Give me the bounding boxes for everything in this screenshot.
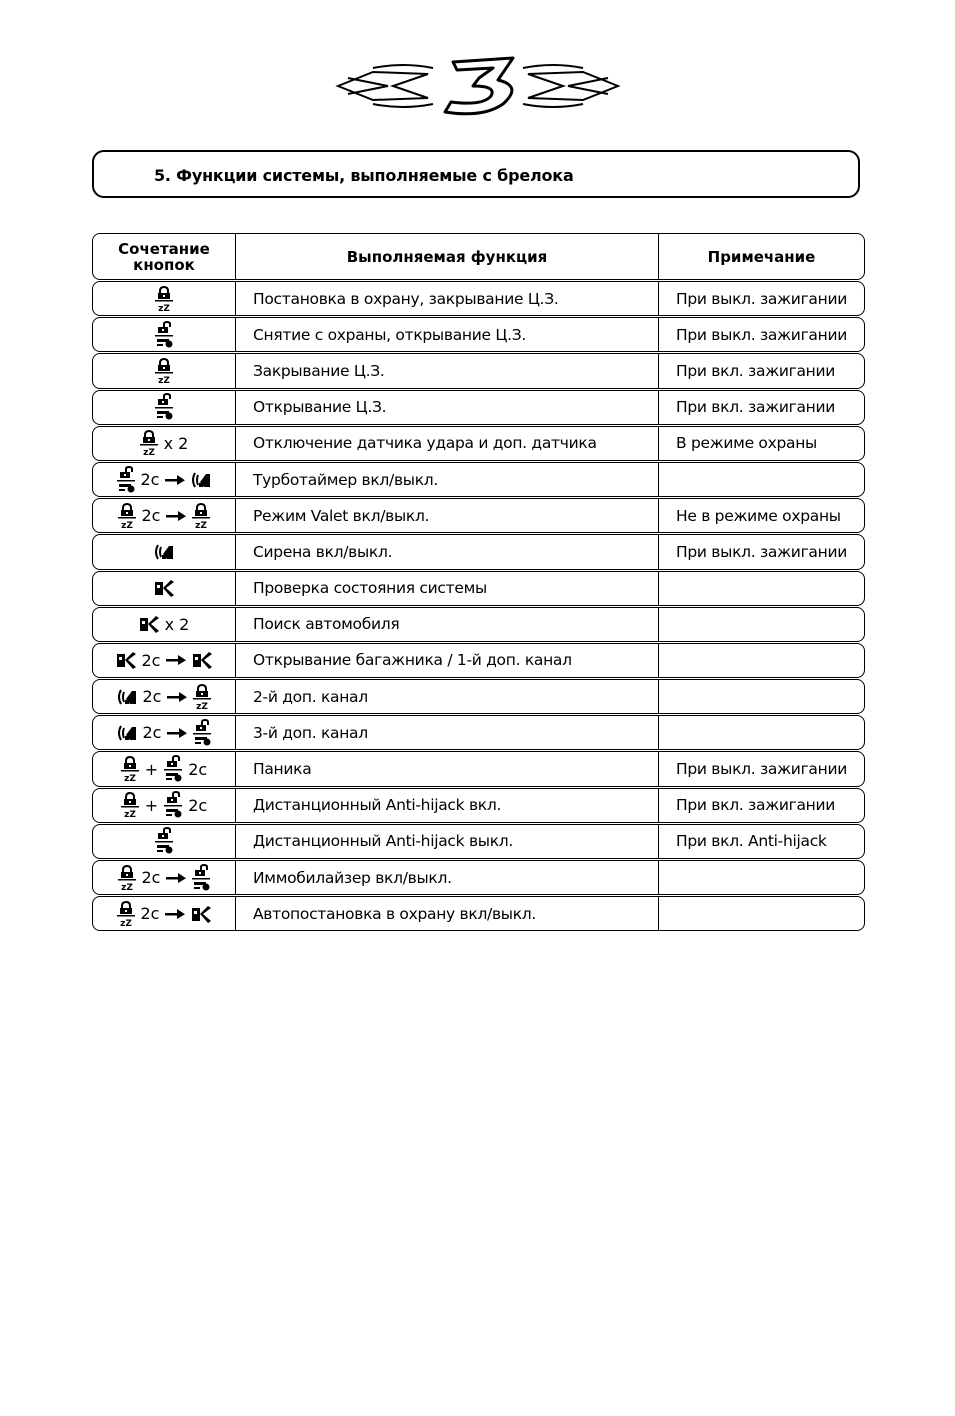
note-cell xyxy=(659,680,864,713)
table-row xyxy=(92,390,865,425)
table-row xyxy=(92,281,865,316)
combo-cell xyxy=(93,572,236,605)
button-combination xyxy=(139,430,190,456)
note-cell: При вкл. зажигании xyxy=(676,361,836,380)
function-cell: Режим Valet вкл/выкл. xyxy=(236,499,659,532)
trunk-icon xyxy=(190,904,212,924)
note-cell: При выкл. зажигании xyxy=(676,289,847,308)
button-combination xyxy=(116,684,213,710)
button-combination xyxy=(116,466,213,494)
combo-text: 2с xyxy=(188,759,208,779)
combo-cell xyxy=(93,752,236,785)
arrow-right-icon xyxy=(166,691,188,703)
button-combination xyxy=(154,827,174,855)
lock-icon xyxy=(117,865,137,891)
svg-text:zZ: zZ xyxy=(119,918,132,927)
button-combination xyxy=(138,614,191,634)
table-row xyxy=(92,896,865,931)
note-cell: При вкл. зажигании xyxy=(676,796,836,815)
function-cell: Открывание Ц.З. xyxy=(236,391,659,424)
combo-cell xyxy=(93,354,236,387)
siren-icon xyxy=(190,470,212,490)
section-header-box xyxy=(92,150,860,198)
function-cell: Сирена вкл/выкл. xyxy=(236,535,659,568)
table-row xyxy=(92,607,865,642)
combo-cell xyxy=(93,825,236,858)
button-combination xyxy=(117,503,212,529)
combo-cell xyxy=(93,680,236,713)
combo-text: 2с xyxy=(141,650,161,670)
table-row xyxy=(92,715,865,750)
combo-text: x 2 xyxy=(164,614,190,634)
svg-text:zZ: zZ xyxy=(158,303,170,312)
note-cell xyxy=(659,644,864,677)
svg-text:zZ: zZ xyxy=(158,375,170,384)
function-cell: Снятие с охраны, открывание Ц.З. xyxy=(236,318,659,351)
note-cell xyxy=(659,716,864,749)
table-row xyxy=(92,571,865,606)
function-cell: Иммобилайзер вкл/выкл. xyxy=(236,861,659,894)
unlock-icon xyxy=(192,719,212,747)
button-combination xyxy=(117,864,212,892)
button-combination xyxy=(154,286,174,312)
note-cell xyxy=(659,572,864,605)
function-cell: Паника xyxy=(236,752,659,785)
svg-text:zZ: zZ xyxy=(123,810,136,819)
combo-text: 2с xyxy=(142,687,162,707)
function-cell: Дистанционный Anti-hijack вкл. xyxy=(236,789,659,822)
lock-icon xyxy=(139,430,159,456)
function-cell: 3-й доп. канал xyxy=(236,716,659,749)
table-row xyxy=(92,679,865,714)
combo-text: 2с xyxy=(141,868,161,888)
note-cell: При вкл. Anti-hijack xyxy=(676,832,827,851)
table-row xyxy=(92,498,865,533)
function-cell: Дистанционный Anti-hijack выкл. xyxy=(236,825,659,858)
combo-cell xyxy=(93,318,236,351)
combo-cell xyxy=(93,644,236,677)
trunk-icon xyxy=(153,578,175,598)
table-row xyxy=(92,317,865,352)
table-row xyxy=(92,788,865,823)
button-combination xyxy=(154,321,174,349)
button-combination xyxy=(116,901,213,927)
table-row xyxy=(92,534,865,569)
function-cell: Открывание багажника / 1-й доп. канал xyxy=(236,644,659,677)
table-row xyxy=(92,462,865,497)
note-cell: Не в режиме охраны xyxy=(676,506,841,525)
note-cell xyxy=(659,463,864,496)
unlock-icon xyxy=(154,827,174,855)
unlock-icon xyxy=(154,393,174,421)
header-note: Примечание xyxy=(707,247,816,266)
unlock-icon xyxy=(191,864,211,892)
siren-icon xyxy=(153,542,175,562)
arrow-right-icon xyxy=(164,908,186,920)
header-function: Выполняемая функция xyxy=(236,234,659,279)
svg-text:zZ: zZ xyxy=(196,701,209,710)
combo-cell xyxy=(93,391,236,424)
arrow-right-icon xyxy=(165,872,187,884)
button-combination xyxy=(116,719,213,747)
button-combination xyxy=(154,358,174,384)
table-row xyxy=(92,824,865,859)
unlock-icon xyxy=(163,791,183,819)
note-cell: При вкл. зажигании xyxy=(676,398,836,417)
combo-cell xyxy=(93,463,236,496)
note-cell xyxy=(659,897,864,930)
arrow-right-icon xyxy=(165,654,187,666)
note-cell: При выкл. зажигании xyxy=(676,542,847,561)
svg-text:zZ: zZ xyxy=(120,882,133,891)
table-row xyxy=(92,426,865,461)
combo-text: 2с xyxy=(142,723,162,743)
note-cell xyxy=(659,608,864,641)
combo-cell xyxy=(93,789,236,822)
combo-cell xyxy=(93,427,236,460)
combo-cell xyxy=(93,499,236,532)
function-cell: Закрывание Ц.З. xyxy=(236,354,659,387)
combo-text: x 2 xyxy=(163,433,189,453)
functions-table xyxy=(92,233,865,932)
combo-text: + xyxy=(144,795,159,815)
function-cell: Отключение датчика удара и доп. датчика xyxy=(236,427,659,460)
trunk-icon xyxy=(191,650,213,670)
table-row xyxy=(92,860,865,895)
lock-icon xyxy=(154,358,174,384)
trunk-icon xyxy=(138,614,160,634)
function-cell: Поиск автомобиля xyxy=(236,608,659,641)
table-header-row xyxy=(92,233,865,280)
svg-text:zZ: zZ xyxy=(142,448,155,457)
header-combo: Сочетание кнопок xyxy=(93,234,236,279)
table-row xyxy=(92,643,865,678)
note-cell: В режиме охраны xyxy=(676,434,817,453)
combo-text: 2с xyxy=(140,904,160,924)
svg-text:zZ: zZ xyxy=(195,520,208,529)
button-combination xyxy=(120,755,208,783)
combo-text: 2с xyxy=(141,506,161,526)
lock-icon xyxy=(191,503,211,529)
function-cell: 2-й доп. канал xyxy=(236,680,659,713)
lock-icon xyxy=(120,792,140,818)
note-cell: При выкл. зажигании xyxy=(676,760,847,779)
siren-icon xyxy=(116,687,138,707)
lock-icon xyxy=(154,286,174,312)
button-combination xyxy=(153,542,175,562)
lock-icon xyxy=(117,503,137,529)
unlock-icon xyxy=(116,466,136,494)
x3-logo xyxy=(333,52,623,120)
function-cell: Проверка состояния системы xyxy=(236,572,659,605)
button-combination xyxy=(120,791,208,819)
combo-text: + xyxy=(144,759,159,779)
arrow-right-icon xyxy=(164,474,186,486)
button-combination xyxy=(154,393,174,421)
lock-icon xyxy=(116,901,136,927)
svg-text:zZ: zZ xyxy=(123,774,136,783)
arrow-right-icon xyxy=(165,510,187,522)
function-cell: Автопостановка в охрану вкл/выкл. xyxy=(236,897,659,930)
siren-icon xyxy=(116,723,138,743)
combo-cell xyxy=(93,861,236,894)
lock-icon xyxy=(120,756,140,782)
combo-text: 2с xyxy=(188,795,208,815)
combo-cell xyxy=(93,608,236,641)
function-cell: Постановка в охрану, закрывание Ц.З. xyxy=(236,282,659,315)
trunk-icon xyxy=(115,650,137,670)
combo-cell xyxy=(93,716,236,749)
button-combination xyxy=(153,578,175,598)
lock-icon xyxy=(192,684,212,710)
svg-text:zZ: zZ xyxy=(120,520,133,529)
unlock-icon xyxy=(163,755,183,783)
unlock-icon xyxy=(154,321,174,349)
combo-cell xyxy=(93,897,236,930)
note-cell xyxy=(659,861,864,894)
combo-cell xyxy=(93,282,236,315)
table-row xyxy=(92,353,865,388)
arrow-right-icon xyxy=(166,727,188,739)
table-row xyxy=(92,751,865,786)
section-title: 5. Функции системы, выполняемые с брелока xyxy=(154,166,574,185)
combo-text: 2с xyxy=(140,470,160,490)
note-cell: При выкл. зажигании xyxy=(676,325,847,344)
combo-cell xyxy=(93,535,236,568)
button-combination xyxy=(115,650,214,670)
function-cell: Турботаймер вкл/выкл. xyxy=(236,463,659,496)
